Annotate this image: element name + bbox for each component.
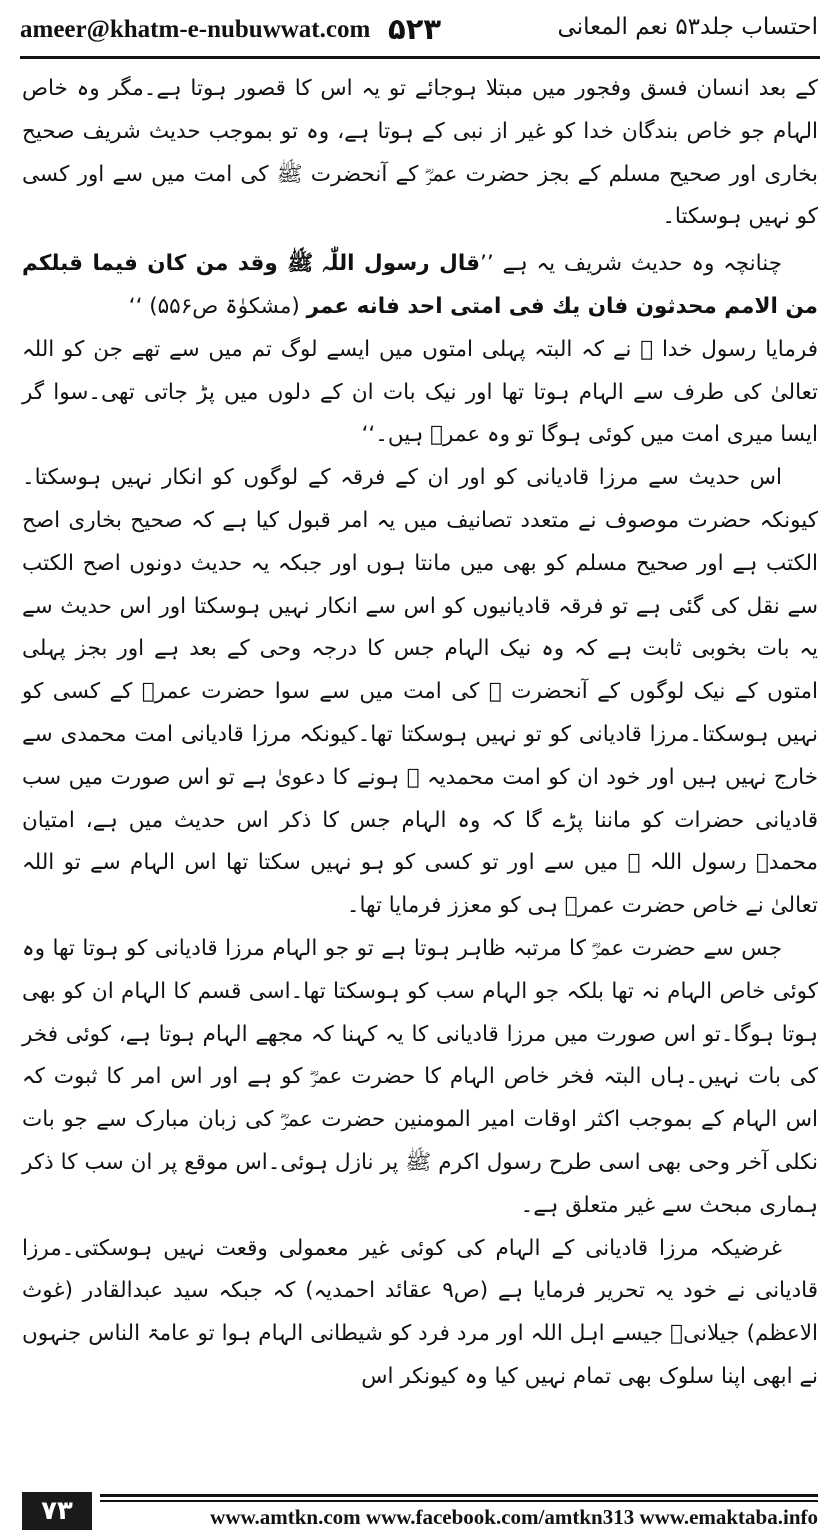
header-volume-title: احتساب جلد۵۳ نعم المعانی	[557, 14, 818, 40]
paragraph-3: فرمایا رسول خدا ﷺ نے کہ البتہ پہلی امتوں میں ایسے لوگ تم میں سے تھے جن کو اللہ تعالیٰ کی طرف سے الہام ہوتا تھا اور نیک بات ان کے دلوں میں پڑ جاتی تھی۔سوا گر ایسا میری امت میں کوئی ہوگا تو وہ عمرؓ ہیں۔‘‘	[22, 336, 818, 448]
paragraph-1: کے بعد انسان فسق وفجور میں مبتلا ہوجائے تو یہ اس کا قصور ہوتا ہے۔مگر وہ خاص الہام جو خاص بندگان خدا کو غیر از نبی کے ہوتا ہے، وہ تو بموجب حدیث شریف صحیح بخاری اور صحیح مسلم کے بجز حضرت عمرؓ کے آنحضرت ﷺ کی امت میں سے اور کسی کو نہیں ہوسکتا۔	[22, 76, 818, 230]
page-footer	[0, 1488, 840, 1540]
page-body	[22, 68, 818, 1399]
hadith-reference: (مشکوٰۃ ص۵۵۶) ‘‘	[128, 293, 300, 319]
header-email: ameer@khatm-e-nubuwwat.com	[20, 16, 371, 43]
footer-page-badge: ۷۳	[22, 1492, 92, 1530]
hadith-arabic-text: قال رسول اللّٰہ ﷺ وقد من کان فیما قبلکم من الامم محدثون فان یك فی امتی احد فانه عمر	[22, 251, 818, 319]
page-header	[0, 0, 840, 62]
footer-divider-thin	[100, 1500, 818, 1502]
footer-urls: www.amtkn.com www.facebook.com/amtkn313 www.emaktaba.info	[210, 1505, 818, 1529]
paragraph-6: غرضیکہ مرزا قادیانی کے الہام کی کوئی غیر معمولی وقعت نہیں ہوسکتی۔مرزا قادیانی نے خود یہ تحریر فرمایا ہے (ص۹ عقائد احمدیہ) کہ جبکہ سید عبدالقادر (غوث الاعظم) جیلانیؒ جیسے اہل اللہ اور مرد فرد کو شیطانی الہام ہوا تو عامۃ الناس جنہوں نے ابھی اپنا سلوک بھی تمام نہیں کیا وہ کیونکر اس	[22, 1235, 818, 1389]
paragraph-5: جس سے حضرت عمرؓ کا مرتبہ ظاہر ہوتا ہے تو جو الہام مرزا قادیانی کو ہوتا تھا وہ کوئی خاص الہام نہ تھا بلکہ جو الہام سب کو ہوسکتا تھا۔اسی قسم کا الہام ان کو بھی ہوتا ہوگا۔تو اس صورت میں مرزا قادیانی کا یہ کہنا کہ مجھے الہام ہوتا ہے، کوئی فخر کی بات نہیں۔ہاں البتہ فخر خاص الہام کا حضرت عمرؓ کو ہے اور اس امر کا ثبوت کہ اس الہام کے بموجب اکثر اوقات امیر المومنین حضرت عمرؓ کی زبان مبارک سے جو بات نکلی آخر وحی بھی اسی طرح رسول اکرم ﷺ پر نازل ہوئی۔اس موقع پر ان سب کا ذکر ہماری مبحث سے غیر متعلق ہے۔	[22, 935, 818, 1218]
header-divider	[20, 56, 820, 59]
footer-divider	[100, 1494, 818, 1497]
hadith-paragraph	[22, 243, 818, 329]
header-page-number: ۵۲۳	[388, 12, 442, 46]
paragraph-4: اس حدیث سے مرزا قادیانی کو اور ان کے فرقہ کے لوگوں کو انکار نہیں ہوسکتا۔کیونکہ حضرت موصوف نے متعدد تصانیف میں یہ امر قبول کیا ہے کہ صحیح بخاری اصح الکتب ہے اور صحیح مسلم کو بھی میں مانتا ہوں اور جبکہ یہ حدیث دونوں اصح الکتب سے نقل کی گئی ہے تو فرقہ قادیانیوں کو اس سے انکار نہیں ہوسکتا اور اس حدیث سے یہ بات بخوبی ثابت ہے کہ وہ نیک الہام جس کا درجہ وحی کے بعد ہے اور بجز پہلی امتوں کے نیک لوگوں کے آنحضرت ﷺ کی امت میں سے سوا حضرت عمرؓ کے کسی کو نہیں ہوسکتا۔مرزا قادیانی کو تو نہیں ہوسکتا تھا۔کیونکہ مرزا قادیانی امت محمدی سے خارج نہیں ہیں اور خود ان کو امت محمدیہ ﷺ ہونے کا دعویٰ ہے تو اس صورت میں سب قادیانی حضرات کو ماننا پڑے گا کہ وہ الہام جس کا ذکر اس حدیث میں ہے، امتیان محمدؐ رسول اللہ ﷺ میں سے اور تو کسی کو ہو نہیں سکتا تھا اس الہام سے تو اللہ تعالیٰ نے خاص حضرت عمرؓ ہی کو معزز فرمایا تھا۔	[22, 465, 818, 919]
hadith-intro: چنانچہ وہ حدیث شریف یہ ہے ’’	[479, 251, 782, 277]
